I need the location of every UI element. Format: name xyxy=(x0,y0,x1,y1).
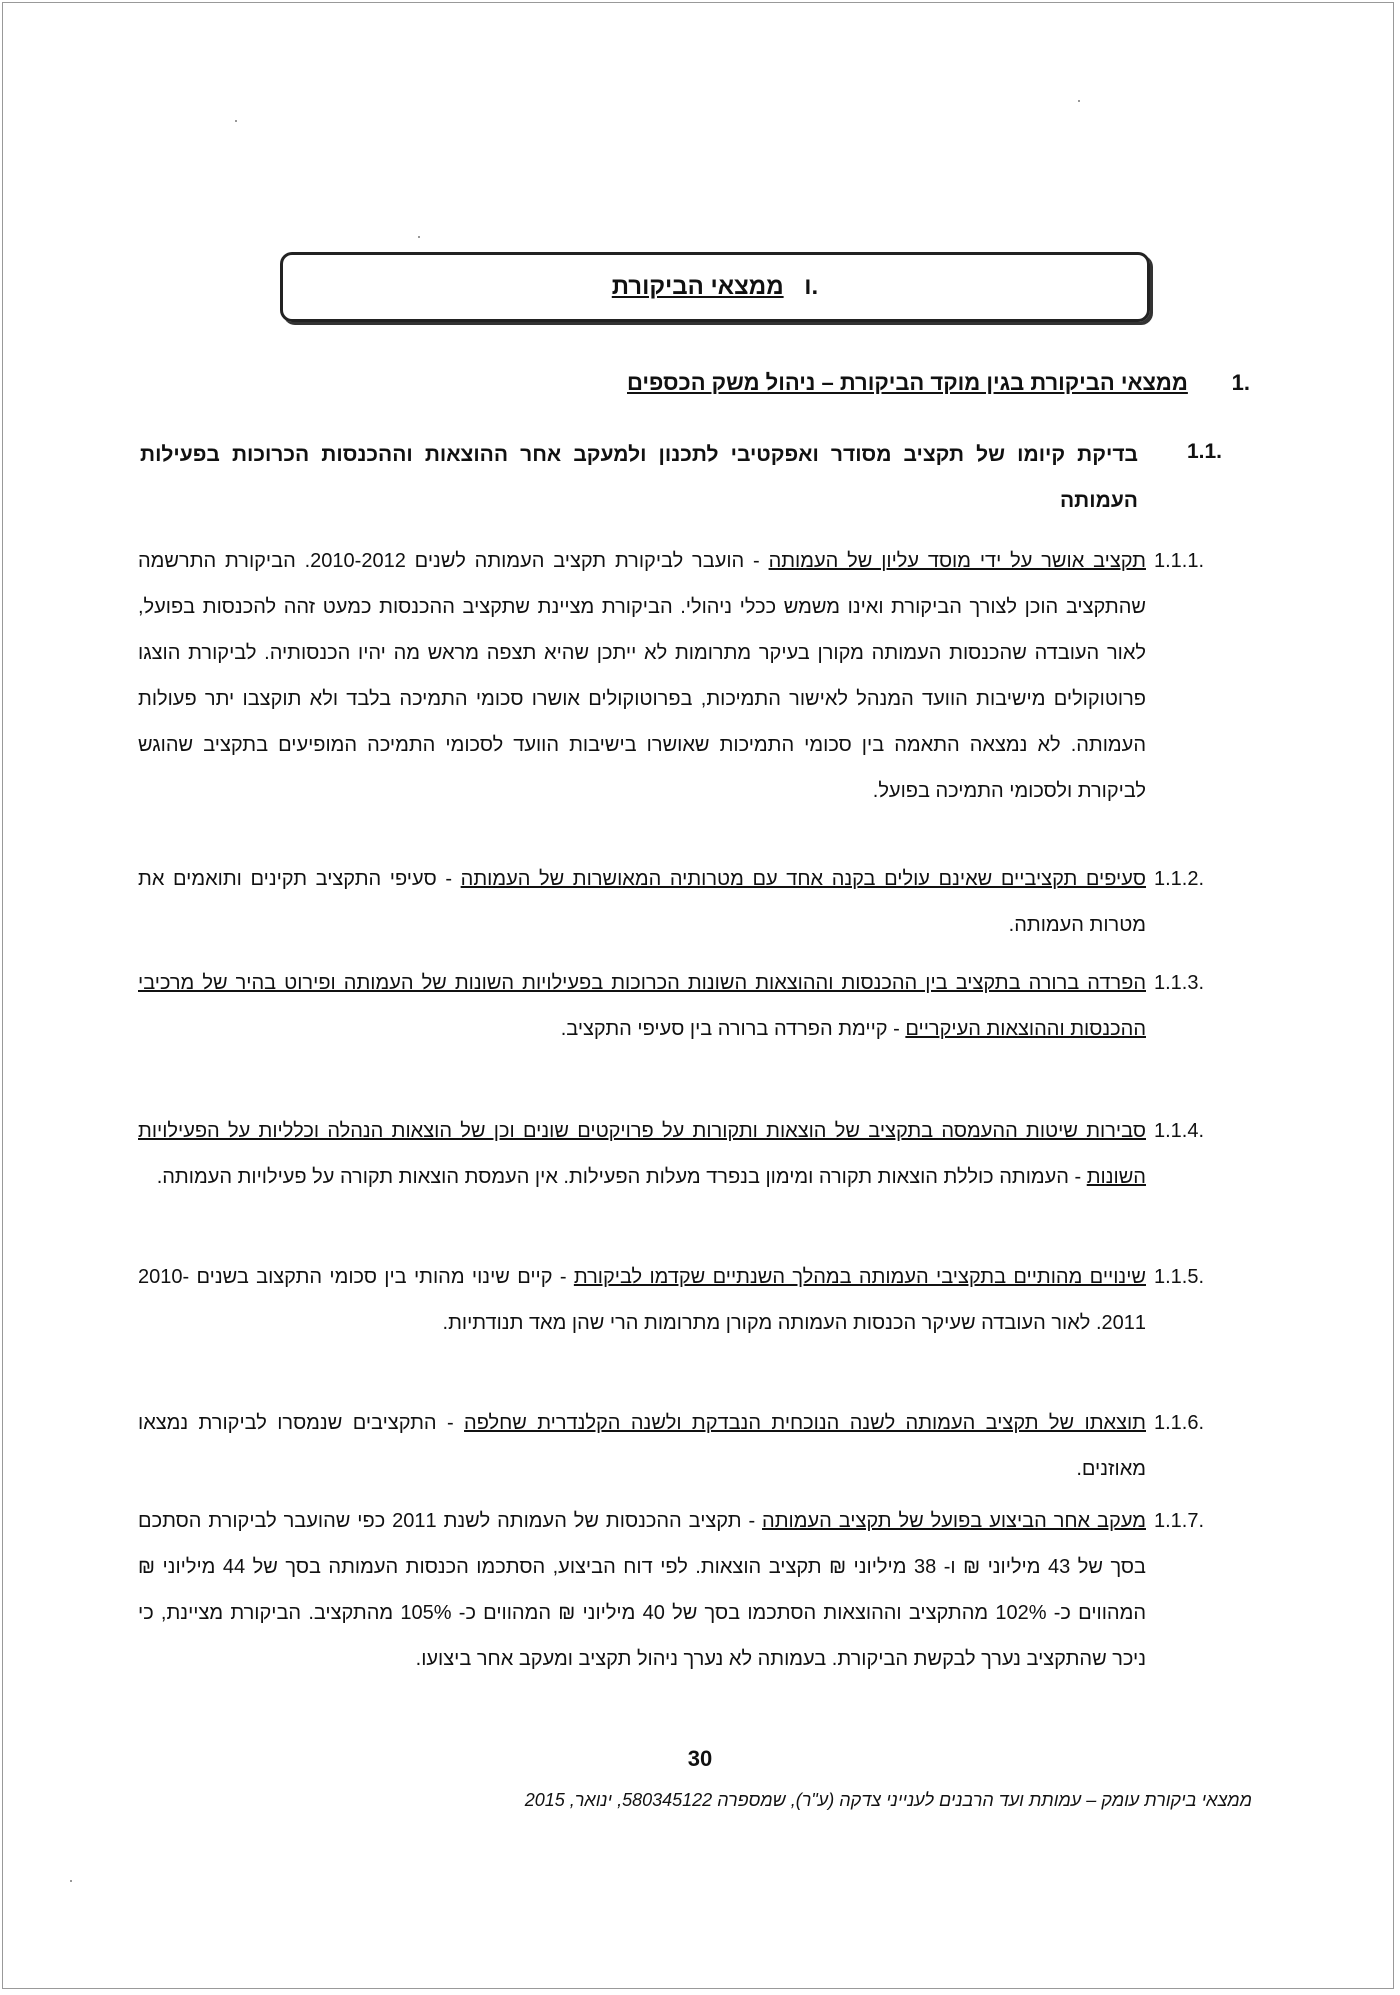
item-text: - קיים שינוי מהותי בין סכומי התקצוב בשנים 2010-2011. לאור העובדה שעיקר הכנסות העמותה מקורן מתרומות הרי שהן מאד תנודתיות. xyxy=(138,1266,1146,1334)
item-body xyxy=(138,856,1146,948)
scan-speck xyxy=(1078,100,1080,102)
item-text: - העמותה כוללת הוצאות תקורה ומימון בנפרד מעלות הפעילות. אין העמסת הוצאות תקורה על פעילויות העמותה. xyxy=(156,1166,1087,1188)
item-text: - הועבר לביקורת תקציב העמותה לשנים 2010-2012. הביקורת התרשמה שהתקציב הוכן לצורך הביקורת ואינו משמש ככלי ניהולי. הביקורת מציינת שתקציב ההכנסות כמעט זהה להכנסות בפועל, לאור העובדה שהכנסות העמותה מקורן בעיקר מתרומות לא ייתכן שהיא תצפה מראש מה יהיו הכנסותיה. לביקורת הוצגו פרוטוקולים מישיבות הוועד המנהל לאישור התמיכות, בפרוטוקולים אושרו סכומי התמיכה בלבד ולא תוקצבו יתר פעולות העמותה. לא נמצאה התאמה בין סכומי התמיכות שאושרו בישיבות הוועד לסכומי התמיכה המופיעים בתקציב שהוגש לביקורת ולסכומי התמיכה בפועל. xyxy=(138,550,1146,802)
section-title: ממצאי הביקורת בגין מוקד הביקורת – ניהול משק הכספים xyxy=(627,370,1188,395)
item-body xyxy=(138,1498,1146,1682)
scan-speck xyxy=(418,236,420,238)
item-number: 1.1.6. xyxy=(1154,1412,1205,1434)
section-number: .1 xyxy=(1231,370,1250,395)
header-text: ממצאי הביקורת xyxy=(611,273,784,300)
item-heading: סבירות שיטות ההעמסה בתקציב של הוצאות ותקורות על פרויקטים שונים וכן של הוצאות הנהלה וכלליות על הפעילויות השונות xyxy=(138,1120,1146,1188)
item-number: 1.1.7. xyxy=(1154,1510,1205,1532)
item-text: - התקציבים שנמסרו לביקורת נמצאו מאוזנים. xyxy=(138,1412,1146,1480)
list-item xyxy=(138,1108,1250,1200)
scan-speck xyxy=(235,120,237,122)
item-number: 1.1.3. xyxy=(1154,972,1205,994)
item-heading: תקציב אושר על ידי מוסד עליון של העמותה xyxy=(768,550,1146,572)
subsection-number: 1.1. xyxy=(1186,440,1222,463)
item-body xyxy=(138,1400,1146,1492)
item-heading: סעיפים תקציביים שאינם עולים בקנה אחד עם מטרותיה המאושרות של העמותה xyxy=(460,868,1147,890)
item-number: 1.1.4. xyxy=(1154,1120,1205,1142)
list-item xyxy=(138,960,1250,1052)
item-number: 1.1.1. xyxy=(1154,550,1205,572)
item-number: 1.1.2. xyxy=(1154,868,1205,890)
subsection-title: בדיקת קיומו של תקציב מסודר ואפקטיבי לתכנון ולמעקב אחר ההוצאות וההכנסות הכרוכות בפעילות העמותה xyxy=(140,443,1138,512)
section-heading xyxy=(150,370,1250,396)
header-number: .ו xyxy=(804,273,819,300)
item-text: - קיימת הפרדה ברורה בין סעיפי התקציב. xyxy=(560,1018,906,1040)
section-header-title xyxy=(612,273,818,301)
scan-speck xyxy=(70,1880,72,1882)
item-number: 1.1.5. xyxy=(1154,1266,1205,1288)
list-item xyxy=(138,1400,1250,1492)
item-body xyxy=(138,1254,1146,1346)
list-item xyxy=(138,1254,1250,1346)
item-body xyxy=(138,538,1146,814)
item-body xyxy=(138,1108,1146,1200)
item-heading: תוצאתו של תקציב העמותה לשנה הנוכחית הנבדקת ולשנה הקלנדרית שחלפה xyxy=(464,1412,1146,1434)
item-heading: מעקב אחר הביצוע בפועל של תקציב העמותה xyxy=(762,1510,1146,1532)
page-footer: ממצאי ביקורת עומק – עמותת ועד הרבנים לענייני צדקה (ע"ר), שמספרה 580345122, ינואר, 2015 xyxy=(524,1790,1252,1810)
list-item xyxy=(138,856,1250,948)
item-text: - תקציב ההכנסות של העמותה לשנת 2011 כפי שהועבר לביקורת הסתכם בסך של 43 מיליוני ₪ ו- 38 מיליוני ₪ תקציב הוצאות. לפי דוח הביצוע, הסתכמו הכנסות העמותה בסך של 44 מיליוני ₪ המהווים כ- 102% מהתקציב וההוצאות הסתכמו בסך של 40 מיליוני ₪ המהווים כ- 105% מהתקציב. הביקורת מציינת, כי ניכר שהתקציב נערך לבקשת הביקורת. בעמותה לא נערך ניהול תקציב ומעקב אחר ביצועו. xyxy=(138,1510,1147,1670)
list-item xyxy=(138,538,1250,814)
section-header-box xyxy=(280,252,1150,322)
item-body xyxy=(138,960,1146,1052)
item-text: - סעיפי התקציב תקינים ותואמים את מטרות העמותה. xyxy=(138,868,1146,936)
list-item xyxy=(138,1498,1250,1682)
item-heading: שינויים מהותיים בתקציבי העמותה במהלך השנתיים שקדמו לביקורת xyxy=(573,1266,1146,1288)
page-number: 30 xyxy=(687,1746,713,1771)
item-heading: הפרדה ברורה בתקציב בין ההכנסות וההוצאות השונות הכרוכות בפעילויות השונות של העמותה ופירוט בהיר של מרכיבי ההכנסות וההוצאות העיקריים xyxy=(138,972,1146,1040)
